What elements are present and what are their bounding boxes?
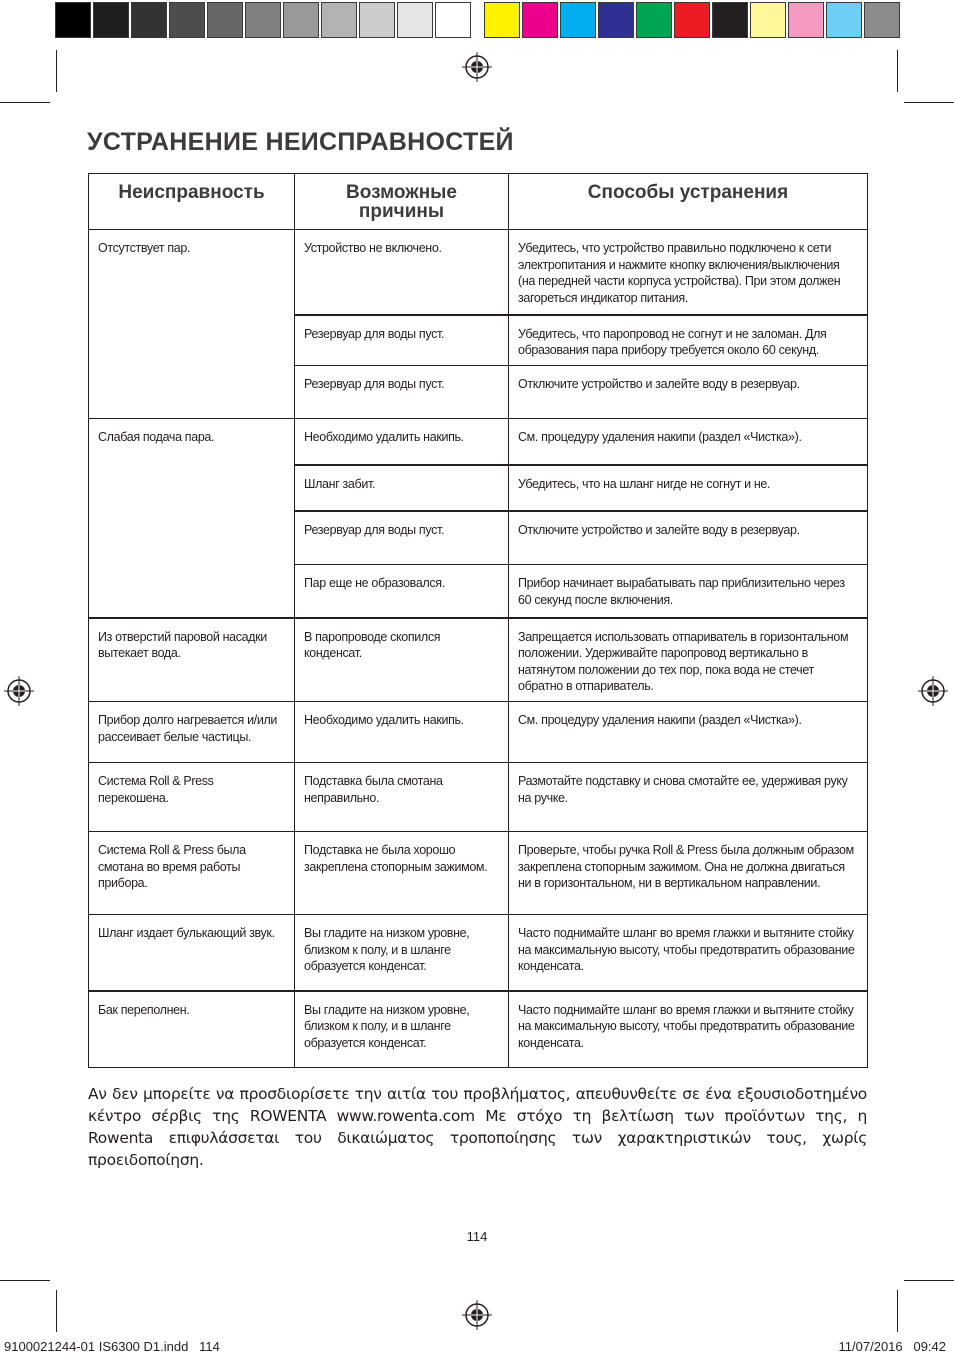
registration-mark-icon — [918, 676, 948, 706]
remedy-cell: Часто поднимайте шланг во время глажки и вытяните стойку на максимальную высоту, чтобы предотвратить образование конденсата. — [509, 915, 868, 991]
remedy-cell: См. процедуру удаления накипи (раздел «Чистка»). — [509, 419, 868, 465]
color-swatch — [864, 2, 900, 38]
crop-mark — [0, 102, 50, 103]
table-row — [89, 915, 868, 991]
remedy-cell: Размотайте подставку и снова смотайте ее, удерживая руку на ручке. — [509, 763, 868, 832]
cause-cell: Резервуар для воды пуст. — [295, 315, 509, 366]
table-row — [89, 991, 868, 1068]
cause-cell: Устройство не включено. — [295, 230, 509, 315]
remedy-cell: Запрещается использовать отпариватель в горизонтальном положении. Удерживайте паропровод вертикально в натянутом положении до тех пор, пока вода не стечет обратно в отпариватель. — [509, 618, 868, 702]
color-swatch — [484, 2, 520, 38]
cause-cell: Подставка не была хорошо закреплена стопорным зажимом. — [295, 832, 509, 915]
color-swatch — [245, 2, 281, 38]
print-slug-date: 11/07/2016 09:42 — [838, 1339, 946, 1354]
cause-cell: Шланг забит. — [295, 465, 509, 511]
crop-mark — [897, 50, 898, 92]
problem-cell: Система Roll & Press была смотана во время работы прибора. — [89, 832, 295, 915]
problem-cell: Из отверстий паровой насадки вытекает вода. — [89, 618, 295, 702]
remedy-cell: Проверьте, чтобы ручка Roll & Press была должным образом закреплена стопорным зажимом. Она не должна двигаться ни в горизонтальном, ни в вертикальном направлении. — [509, 832, 868, 915]
table-row — [89, 230, 868, 315]
cause-cell: Подставка была смотана неправильно. — [295, 763, 509, 832]
registration-mark-icon — [462, 52, 492, 82]
color-swatch — [788, 2, 824, 38]
problem-cell: Прибор долго нагревается и/или рассеивает белые частицы. — [89, 702, 295, 763]
crop-mark — [56, 1290, 57, 1332]
page-number: 114 — [466, 1229, 488, 1244]
service-notice: Αν δεν μπορείτε να προσδιορίσετε την αιτία του προβλήματος, απευθυνθείτε σε ένα εξουσιοδοτημένο κέντρο σέρβις της ROWENTA www.rowenta.com Με στόχο τη βελτίωση των προϊόντων της, η Rowenta επιφυλάσσεται του δικαιώματος τροποποίησης των χαρακτηριστικών τους, χωρίς προειδοποίηση. — [88, 1085, 867, 1169]
table-header-row — [89, 174, 868, 230]
remedy-cell: Убедитесь, что паропровод не согнут и не заломан. Для образования пара прибору требуется около 60 секунд. — [509, 315, 868, 366]
color-swatch — [93, 2, 129, 38]
remedy-cell: Отключите устройство и залейте воду в резервуар. — [509, 511, 868, 565]
cause-cell: В паропроводе скопился конденсат. — [295, 618, 509, 702]
crop-mark — [904, 102, 954, 103]
problem-cell: Бак переполнен. — [89, 991, 295, 1068]
problem-cell: Слабая подача пара. — [89, 419, 295, 618]
problem-cell: Система Roll & Press перекошена. — [89, 763, 295, 832]
table-row — [89, 618, 868, 702]
color-swatch — [750, 2, 786, 38]
cause-cell: Резервуар для воды пуст. — [295, 366, 509, 419]
page-title: УСТРАНЕНИЕ НЕИСПРАВНОСТЕЙ — [87, 128, 514, 156]
color-swatch — [321, 2, 357, 38]
cause-cell: Пар еще не образовался. — [295, 565, 509, 618]
remedy-cell: Убедитесь, что устройство правильно подключено к сети электропитания и нажмите кнопку включения/выключения (на передней части корпуса устройства). При этом должен загореться индикатор питания. — [509, 230, 868, 315]
column-header-problem: Неисправность — [89, 174, 295, 230]
print-slug-file: 9100021244-01 IS6300 D1.indd 114 — [4, 1339, 220, 1354]
color-swatch — [283, 2, 319, 38]
crop-mark — [56, 50, 57, 92]
table-row — [89, 419, 868, 465]
remedy-cell: См. процедуру удаления накипи (раздел «Чистка»). — [509, 702, 868, 763]
registration-mark-icon — [4, 676, 34, 706]
problem-cell: Отсутствует пар. — [89, 230, 295, 419]
column-header-cause: Возможные причины — [295, 174, 509, 230]
remedy-cell: Отключите устройство и залейте воду в резервуар. — [509, 366, 868, 419]
remedy-cell: Часто поднимайте шланг во время глажки и вытяните стойку на максимальную высоту, чтобы предотвратить образование конденсата. — [509, 991, 868, 1068]
color-swatch — [598, 2, 634, 38]
color-swatch — [636, 2, 672, 38]
color-swatch — [55, 2, 91, 38]
cause-cell: Необходимо удалить накипь. — [295, 419, 509, 465]
color-swatch — [435, 2, 471, 38]
table-row — [89, 832, 868, 915]
registration-mark-icon — [462, 1300, 492, 1330]
color-swatch — [522, 2, 558, 38]
color-swatch — [826, 2, 862, 38]
cause-cell: Вы гладите на низком уровне, близком к полу, и в шланге образуется конденсат. — [295, 991, 509, 1068]
remedy-cell: Прибор начинает вырабатывать пар приблизительно через 60 секунд после включения. — [509, 565, 868, 618]
color-swatch — [674, 2, 710, 38]
problem-cell: Шланг издает булькающий звук. — [89, 915, 295, 991]
remedy-cell: Убедитесь, что на шланг нигде не согнут и не. — [509, 465, 868, 511]
cause-cell: Необходимо удалить накипь. — [295, 702, 509, 763]
crop-mark — [904, 1280, 954, 1281]
crop-mark — [0, 1280, 50, 1281]
troubleshooting-table — [88, 173, 868, 1068]
grayscale-bar — [55, 2, 473, 38]
color-swatch — [207, 2, 243, 38]
crop-mark — [897, 1290, 898, 1332]
color-bar — [484, 2, 902, 38]
cause-cell: Резервуар для воды пуст. — [295, 511, 509, 565]
color-swatch — [359, 2, 395, 38]
cause-cell: Вы гладите на низком уровне, близком к полу, и в шланге образуется конденсат. — [295, 915, 509, 991]
table-row — [89, 702, 868, 763]
color-swatch — [169, 2, 205, 38]
table-row — [89, 763, 868, 832]
color-swatch — [131, 2, 167, 38]
color-swatch — [397, 2, 433, 38]
color-swatch — [560, 2, 596, 38]
column-header-remedy: Способы устранения — [509, 174, 868, 230]
color-swatch — [712, 2, 748, 38]
